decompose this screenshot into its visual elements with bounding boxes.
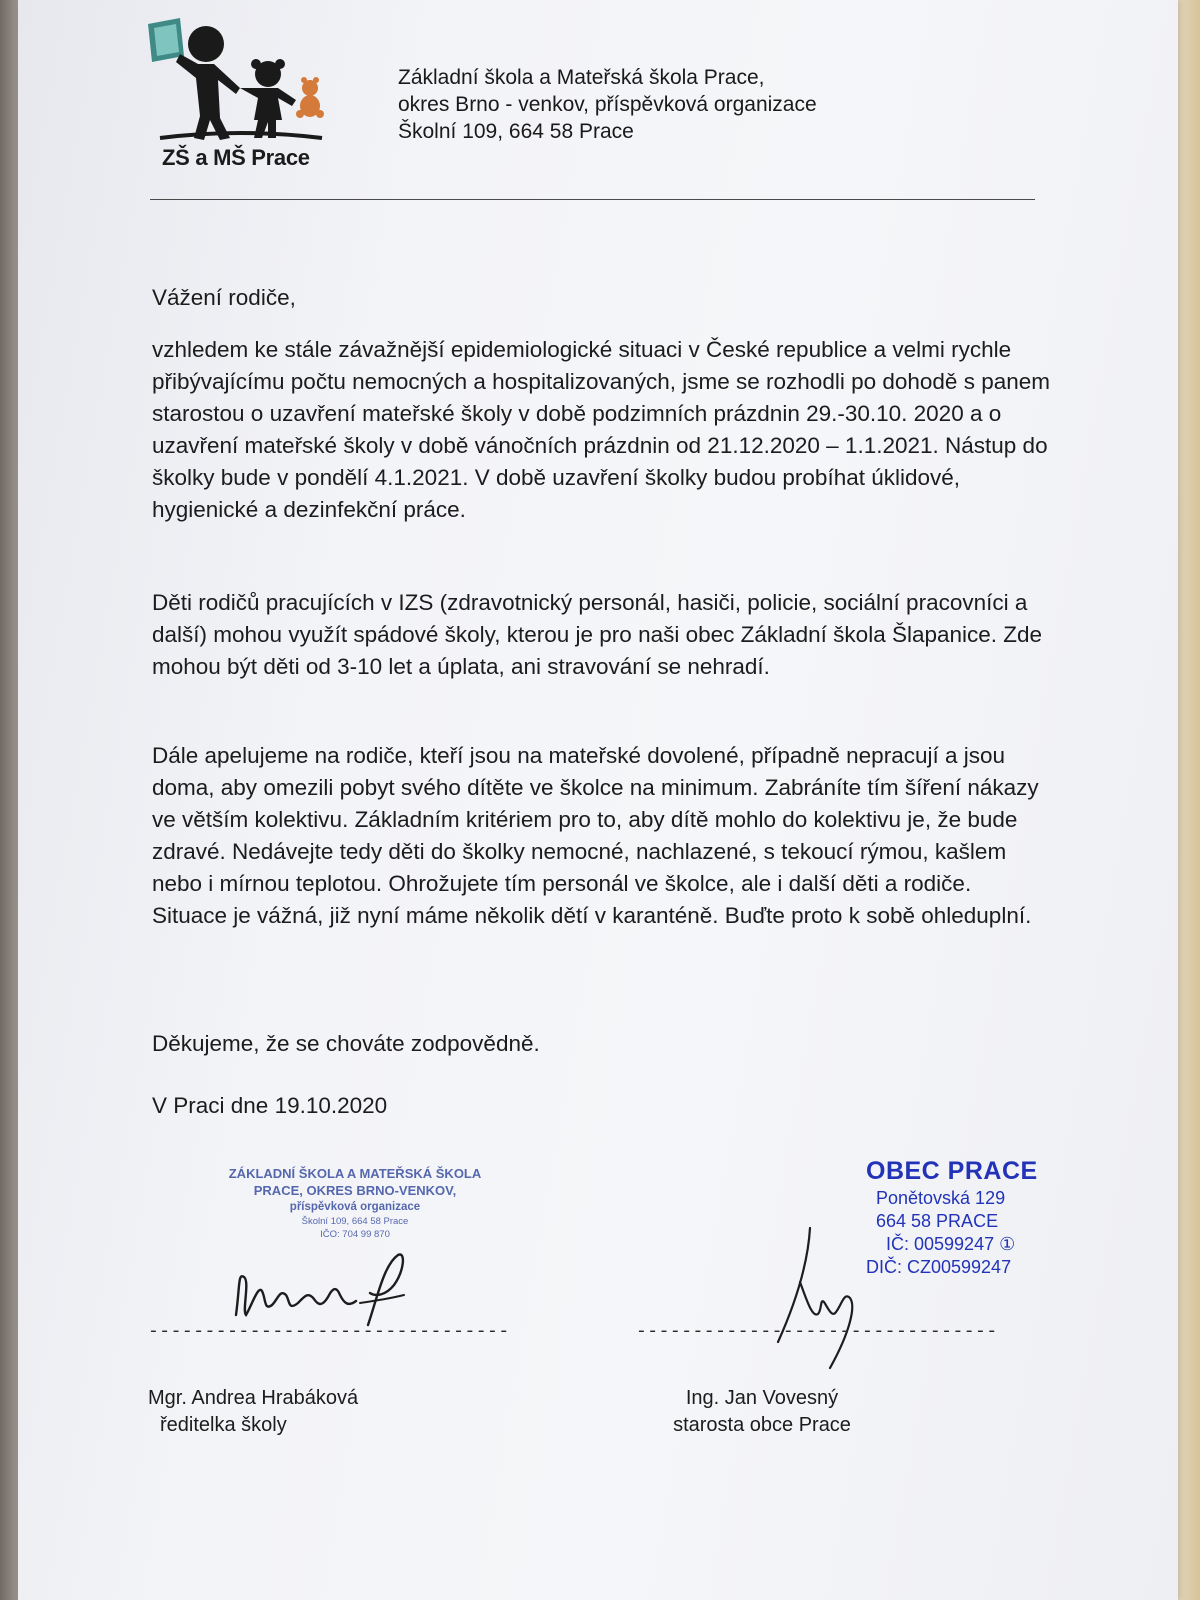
letter-date: V Praci dne 19.10.2020 bbox=[152, 1093, 388, 1118]
mayor-role: starosta obce Prace bbox=[673, 1414, 851, 1436]
header-divider bbox=[150, 199, 1035, 200]
director-name: Mgr. Andrea Hrabáková bbox=[148, 1387, 359, 1409]
director-signature-line: -------------------------------- bbox=[148, 1322, 510, 1342]
school-stamp-line-3: příspěvková organizace bbox=[289, 1201, 421, 1213]
logo-caption: ZŠ a MŠ Prace bbox=[162, 145, 310, 170]
municipality-stamp-city: 664 58 PRACE bbox=[876, 1211, 999, 1231]
school-stamp-line-1: ZÁKLADNÍ ŠKOLA A MATEŘSKÁ ŠKOLA bbox=[228, 1166, 482, 1181]
municipality-stamp-dic: DIČ: CZ00599247 bbox=[866, 1257, 1012, 1277]
teddy-bear-icon bbox=[296, 77, 324, 118]
letterhead-line-3: Školní 109, 664 58 Prace bbox=[398, 120, 634, 143]
municipality-stamp bbox=[866, 1155, 1066, 1279]
paragraph-closure: vzhledem ke stále závažnější epidemiologické situaci v České republice a velmi rychle přibývajícímu počtu nemocných a hospitalizovaných, jsme se rozhodli po dohodě s panem starostou o uzavření mateřské školy v době podzimních prázdnin 29.-30.10. 2020 a o uzavření mateřské školy v době vánočních prázdnin od 21.12.2020 – 1.1.2021. Nástup do školky bude v pondělí 4.1.2021. V době uzavření školky budou probíhat úklidové, hygienické a dezinfekční práce. bbox=[152, 337, 1050, 522]
school-stamp-line-2: PRACE, OKRES BRNO-VENKOV, bbox=[253, 1183, 457, 1198]
paragraph-appeal: Dále apelujeme na rodiče, kteří jsou na mateřské dovolené, případně nepracují a jsou doma, aby omezili pobyt svého dítěte ve školce na minimum. Zabráníte tím šíření nákazy ve větším kolektivu. Základním kritériem pro to, aby dítě mohlo do kolektivu je, že bude zdravé. Nedávejte tedy děti do školky nemocné, nachlazené, s tekoucí rýmou, kašlem nebo i mírnou teplotou. Ohrožujete tím personál ve školce, ale i další děti a rodiče. Situace je vážná, již nyní máme několik dětí v karanténě. Buďte proto k sobě ohleduplní. bbox=[152, 743, 1039, 928]
school-stamp-line-5: IČO: 704 99 870 bbox=[320, 1229, 390, 1240]
mayor-signer bbox=[652, 1385, 872, 1439]
paragraph-izs: Děti rodičů pracujících v IZS (zdravotnický personál, hasiči, policie, sociální pracovníci a další) mohou využít spádové školy, kterou je pro naši obec Základní škola Šlapanice. Zde mohou být děti od 3-10 let a úplata, ani stravování se nehradí. bbox=[152, 590, 1043, 679]
director-role: ředitelka školy bbox=[160, 1414, 287, 1436]
mayor-name: Ing. Jan Vovesný bbox=[685, 1387, 839, 1409]
municipality-stamp-ic: IČ: 00599247 ① bbox=[886, 1234, 1016, 1254]
letterhead-line-2: okres Brno - venkov, příspěvková organizace bbox=[398, 93, 817, 116]
paragraph-thanks: Děkujeme, že se chováte zodpovědně. bbox=[152, 1031, 540, 1056]
municipality-stamp-street: Ponětovská 129 bbox=[876, 1188, 1006, 1208]
letterhead-line-1: Základní škola a Mateřská škola Prace, bbox=[398, 66, 765, 89]
mayor-signature-line: -------------------------------- bbox=[636, 1322, 998, 1342]
salutation: Vážení rodiče, bbox=[152, 285, 296, 310]
director-signer bbox=[148, 1385, 358, 1439]
book-icon bbox=[148, 18, 184, 62]
municipality-stamp-title: OBEC PRACE bbox=[866, 1157, 1038, 1185]
child-silhouette-icon bbox=[176, 26, 240, 140]
school-stamp bbox=[210, 1165, 500, 1241]
ground-line bbox=[160, 133, 322, 138]
small-child-silhouette-icon bbox=[240, 59, 296, 138]
letterhead-address bbox=[398, 64, 817, 145]
school-stamp-line-4: Školní 109, 664 58 Prace bbox=[301, 1216, 409, 1227]
mayor-signature bbox=[770, 1222, 880, 1372]
